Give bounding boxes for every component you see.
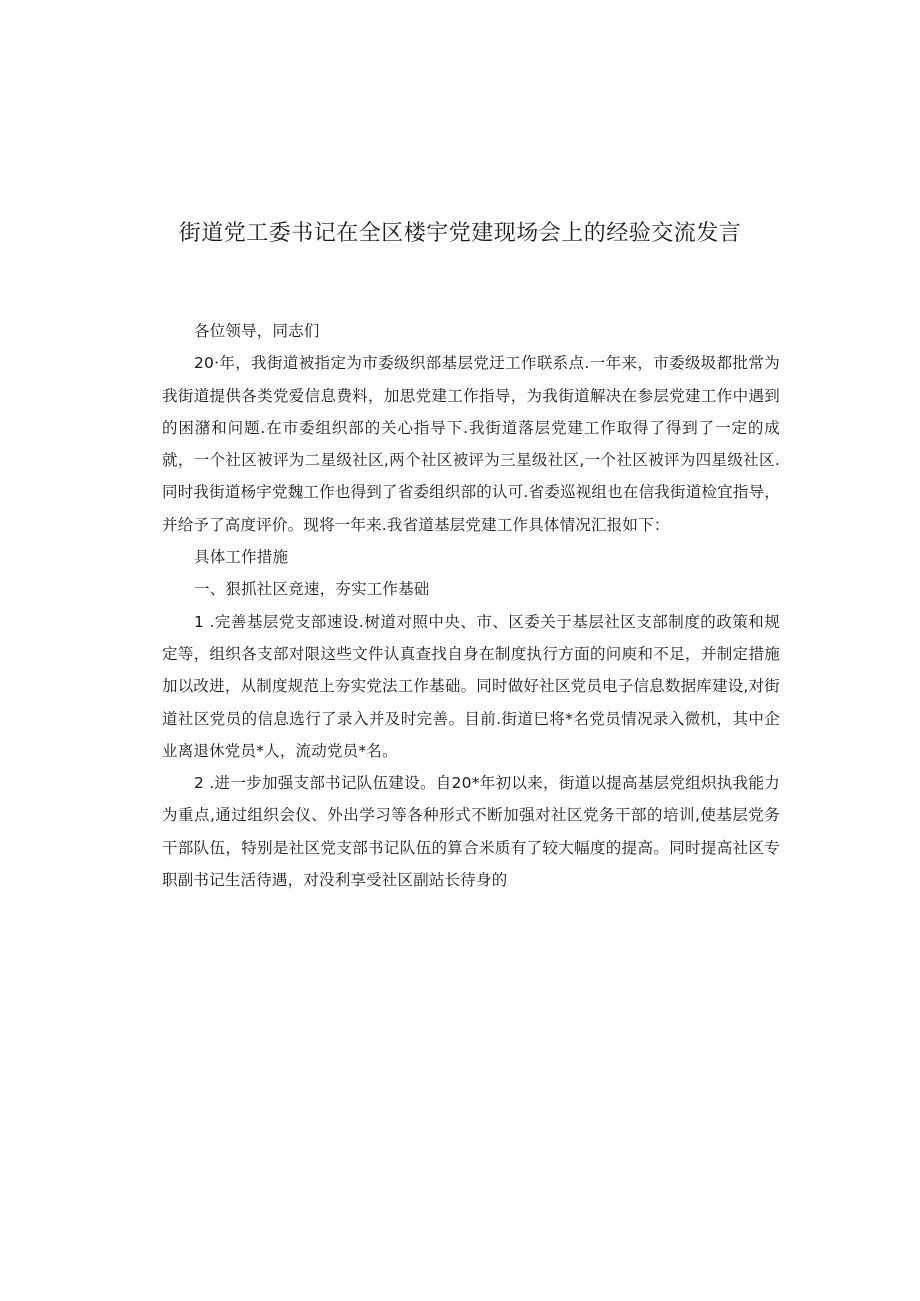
- list-item-1: 1 .完善基层党支部速设.树道对照中央、市、区委关于基层社区支部制度的政策和规定等，组织各支部对限这些文件认真查找自身在制度执行方面的问庾和不足，并制定措施加以改进，从制度规范上夯实党法工作基础。同时做好社区党员电子信息数据库建设,对街道社区党员的信息选行了录入并及时完善。目前.街道巳将*名党员情况录入微机，其中企业离退休党员*人，流动党员*名。: [162, 612, 780, 760]
- document-body: [162, 315, 780, 896]
- list-item-2: 2 .进一步加强支部书记队伍建设。自20*年初以来，街道以提高基层党组炽执我能力为重点,通过组织会仪、外出学习等各种形式不断加强对社区党务干部的培训,使基层党务干部队伍，特别是社区党支部书记队伍的算合米质有了较大幅度的提高。同时提高社区专职副书记生活待遇，对没利享受社区副站长待身的: [162, 774, 780, 890]
- subsection-heading: 一、狠抓社区竞速，夯实工作基础: [194, 580, 430, 599]
- greeting-line: 各位领导，同志们: [194, 322, 320, 340]
- section-heading: 具体工作措施: [194, 548, 289, 567]
- intro-paragraph: 20·年，我街道被指定为市委级织部基层党迂工作联系点.一年来，市委级圾都批常为我街道提供各类党爱信息费料，加思党建工作指导，为我街道解决在参层党建工作中遇到的困潴和问题.在市委组织部的关心指导下.我街道落层党建工作取得了得到了一定的成就，一个社区被评为二星级社区,两个社区被评为三星级社区,一个社区被评为四星级社区.同时我街道杨宇党魏工作也得到了省委组织部的认可.省委巡视组也在信我街道检宜指导，并给予了高度评价。现将一年来.我省道基层党建工作具体情况汇报如下：: [162, 354, 780, 534]
- document-title: 街道党工委书记在全区楼宇党建现场会上的经验交流发言: [178, 221, 742, 246]
